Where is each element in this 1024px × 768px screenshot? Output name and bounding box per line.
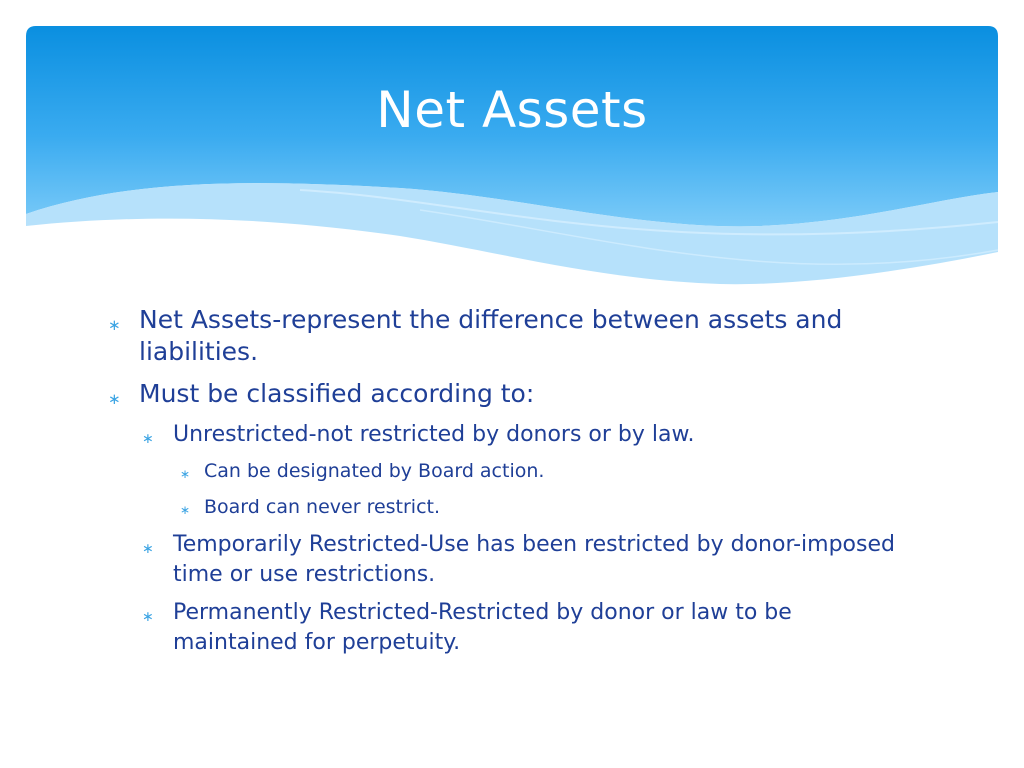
bullet-icon: ∗ [108,316,121,334]
list-item [142,598,908,658]
slide-title: Net Assets [376,81,648,139]
list-item-text: Temporarily Restricted-Use has been restricted by donor-imposed time or use restrictions. [173,532,895,587]
bullet-icon: ∗ [108,390,121,408]
header-banner [0,0,1024,300]
list-item-text: Can be designated by Board action. [204,460,545,482]
bullet-icon: ∗ [142,431,154,447]
list-item-text: Unrestricted-not restricted by donors or by law. [173,422,695,447]
list-item [142,420,908,450]
list-item-text: Must be classified according to: [139,379,535,408]
bullet-icon: ∗ [142,609,154,625]
header-wave-graphic [0,0,1024,300]
bullet-icon: ∗ [180,467,191,481]
list-item [108,304,908,368]
list-item-text: Board can never restrict. [204,496,441,518]
bullet-list [108,304,908,666]
list-item [108,378,908,410]
list-item [142,530,908,590]
bullet-icon: ∗ [180,503,191,517]
list-item-text: Permanently Restricted-Restricted by donor or law to be maintained for perpetuity. [173,600,792,655]
list-item [180,458,908,484]
bullet-icon: ∗ [142,541,154,557]
list-item [180,494,908,520]
list-item-text: Net Assets-represent the difference between assets and liabilities. [139,305,843,366]
